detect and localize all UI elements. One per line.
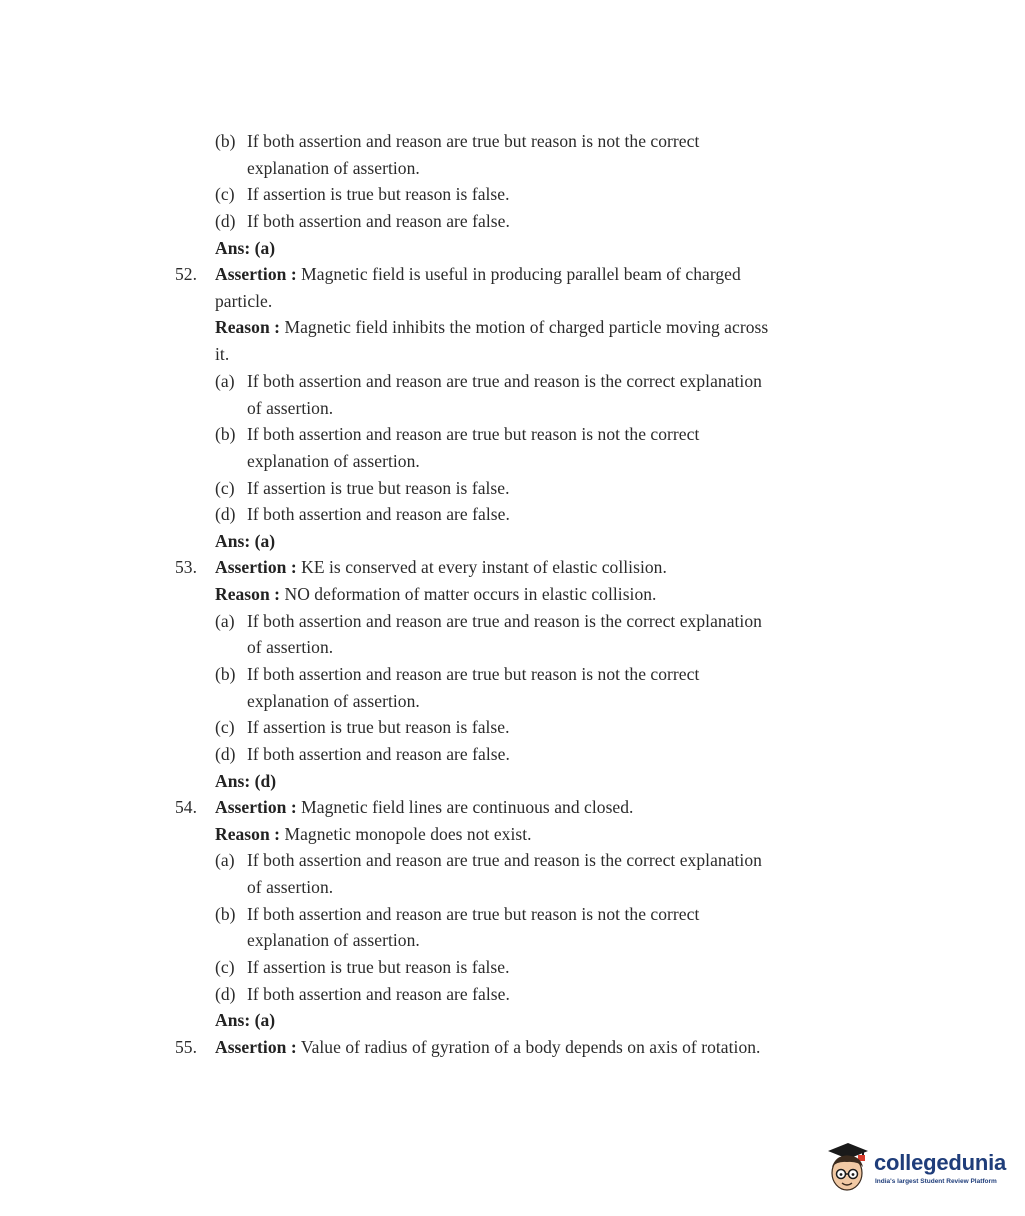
q54-option-d: (d) If both assertion and reason are false. xyxy=(215,984,510,1004)
collegedunia-logo xyxy=(822,1137,1012,1197)
q54-answer: Ans: (a) xyxy=(215,1010,276,1030)
q54-option-a: (a) If both assertion and reason are true and reason is the correct explanation xyxy=(215,850,762,870)
q51-option-c: (c) If assertion is true but reason is false. xyxy=(215,184,510,204)
q53-assertion: Assertion : KE is conserved at every instant of elastic collision. xyxy=(215,557,667,577)
q54-option-c: (c) If assertion is true but reason is false. xyxy=(215,957,510,977)
mascot-icon xyxy=(822,1137,872,1197)
q52-assertion-cont: particle. xyxy=(215,291,273,311)
q53-option-a-cont: of assertion. xyxy=(247,637,334,657)
q54-reason: Reason : Magnetic monopole does not exist. xyxy=(215,824,532,844)
q51-option-b: (b) If both assertion and reason are true but reason is not the correct xyxy=(215,131,700,151)
logo-wordmark: collegedunia xyxy=(874,1150,1007,1175)
q54-number: 54. xyxy=(175,797,198,817)
q55-assertion: Assertion : Value of radius of gyration of a body depends on axis of rotation. xyxy=(215,1037,761,1057)
logo-tagline: India's largest Student Review Platform xyxy=(875,1178,997,1185)
q52-option-c: (c) If assertion is true but reason is false. xyxy=(215,478,510,498)
q54-option-b: (b) If both assertion and reason are true but reason is not the correct xyxy=(215,904,700,924)
q53-answer: Ans: (d) xyxy=(215,771,277,791)
q52-reason-cont: it. xyxy=(215,344,230,364)
q53-option-b-cont: explanation of assertion. xyxy=(247,691,420,711)
q54-option-a-cont: of assertion. xyxy=(247,877,334,897)
q54-option-b-cont: explanation of assertion. xyxy=(247,930,420,950)
q53-option-c: (c) If assertion is true but reason is false. xyxy=(215,717,510,737)
q53-reason: Reason : NO deformation of matter occurs in elastic collision. xyxy=(215,584,657,604)
q52-option-a-cont: of assertion. xyxy=(247,398,334,418)
q52-number: 52. xyxy=(175,264,198,284)
q52-option-d: (d) If both assertion and reason are false. xyxy=(215,504,510,524)
q53-option-a: (a) If both assertion and reason are true and reason is the correct explanation xyxy=(215,611,762,631)
q51-answer: Ans: (a) xyxy=(215,238,276,258)
q52-option-b-cont: explanation of assertion. xyxy=(247,451,420,471)
q53-option-d: (d) If both assertion and reason are false. xyxy=(215,744,510,764)
q51-option-b-cont: explanation of assertion. xyxy=(247,158,420,178)
q55-number: 55. xyxy=(175,1037,198,1057)
q52-answer: Ans: (a) xyxy=(215,531,276,551)
q53-number: 53. xyxy=(175,557,198,577)
q54-assertion: Assertion : Magnetic field lines are continuous and closed. xyxy=(215,797,634,817)
q52-assertion: Assertion : Magnetic field is useful in producing parallel beam of charged xyxy=(215,264,741,284)
q52-reason: Reason : Magnetic field inhibits the motion of charged particle moving across xyxy=(215,317,769,337)
q51-option-d: (d) If both assertion and reason are false. xyxy=(215,211,510,231)
q52-option-b: (b) If both assertion and reason are true but reason is not the correct xyxy=(215,424,700,444)
q52-option-a: (a) If both assertion and reason are true and reason is the correct explanation xyxy=(215,371,762,391)
q53-option-b: (b) If both assertion and reason are true but reason is not the correct xyxy=(215,664,700,684)
